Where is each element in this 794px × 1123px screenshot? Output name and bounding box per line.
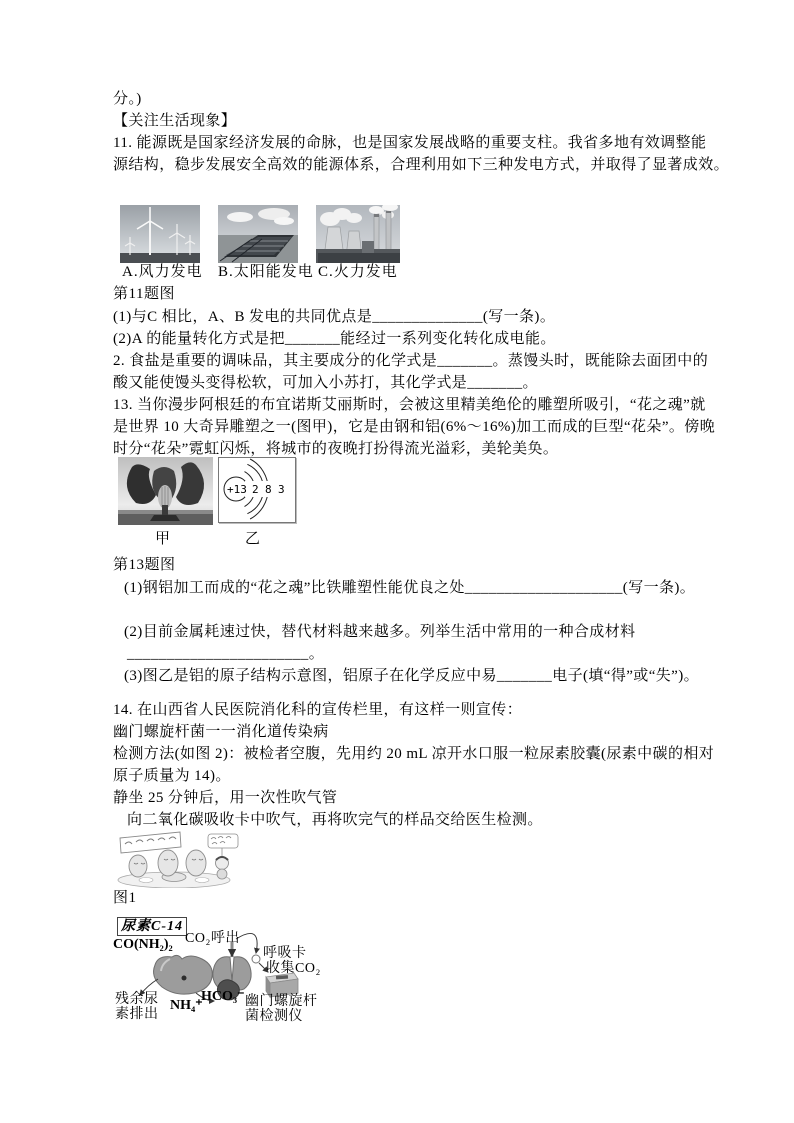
q13-sub1: (1)钢铝加工而成的“花之魂”比铁雕塑性能优良之处____________________(写一条)。	[124, 580, 696, 596]
q13-sub3: (3)图乙是铝的原子结构示意图，铝原子在化学反应中易_______电子(填“得”或“失”)。	[124, 668, 700, 684]
atom-shell2-electrons: 8	[265, 483, 272, 496]
solar-panels-image	[218, 205, 298, 263]
q11-figure-caption: 第11题图	[113, 286, 175, 302]
atom-shell3-electrons: 3	[278, 483, 285, 496]
urea-c14-box: 尿素C-14	[117, 917, 187, 936]
q13-sub2-line2: _______________________。	[127, 646, 325, 662]
q13-line1: 13. 当你漫步阿根廷的布宜诺斯艾丽斯时，会被这里精美绝伦的雕塑所吸引，“花之魂”就	[113, 397, 706, 413]
q13-figure-caption: 第13题图	[113, 557, 176, 573]
q2-line2: 酸又能使馒头变得松软，可加入小苏打，其化学式是_______。	[113, 375, 538, 391]
q14-line6: 向二氧化碳吸收卡中吹气，再将吹完气的样品交给医生检测。	[127, 812, 543, 828]
q14-line3: 检测方法(如图 2)：被检者空腹，先用约 20 mL 凉开水口服一粒尿素胶囊(尿素中碳的相对	[113, 746, 715, 762]
wind-turbines-image	[120, 205, 200, 263]
figure-yi-label: 乙	[245, 531, 262, 547]
nh4-formula: NH₄⁺	[170, 998, 203, 1013]
photo-b-label: B.太阳能发电	[218, 264, 314, 280]
urea-formula: CO(NH₂)₂	[113, 937, 173, 952]
q11-sub1: (1)与C 相比，A、B 发电的共同优点是______________(写一条)。	[113, 309, 556, 325]
dining-table-cartoon-image	[116, 830, 240, 888]
solar-power-photo	[218, 205, 298, 263]
aluminium-atom-diagram	[218, 457, 296, 523]
q13-sub2-line1: (2)目前金属耗速过快，替代材料越来越多。列举生活中常用的一种合成材料	[124, 624, 636, 640]
figure1-caption: 图1	[113, 890, 137, 906]
photo-a-label: A.风力发电	[122, 264, 203, 280]
q11-line2: 源结构，稳步发展安全高效的能源体系，合理利用如下三种发电方式，并取得了显著成效。	[113, 157, 730, 173]
q13-line2: 是世界 10 大奇异雕塑之一(图甲)，它是由钢和铝(6%～16%)加工而成的巨型“花朵”。傍晚	[113, 419, 716, 435]
breath-card-label: 呼吸卡	[263, 946, 307, 961]
q11-line1: 11. 能源既是国家经济发展的命脉，也是国家发展战略的重要支柱。我省多地有效调整能	[113, 135, 707, 151]
detector-label: 幽门螺旋杆菌检测仪	[245, 994, 318, 1024]
sculpture-image	[118, 457, 213, 525]
photo-c-label: C.火力发电	[318, 264, 398, 280]
atom-nucleus-charge: +13	[227, 483, 247, 496]
flower-sculpture-photo	[118, 457, 213, 525]
atom-shell1-electrons: 2	[252, 483, 259, 496]
co2-exhale-label: CO₂呼出	[185, 931, 240, 946]
q2-line1: 2. 食盐是重要的调味品，其主要成分的化学式是_______。蒸馒头时，既能除去面团中的	[113, 353, 709, 369]
fragment-top: 分。)	[113, 91, 142, 107]
q14-line4: 原子质量为 14)。	[113, 768, 231, 784]
figure-jia-label: 甲	[155, 531, 172, 547]
residual-urea-label: 残余尿素排出	[115, 992, 159, 1022]
q14-line2: 幽门螺旋杆菌一一消化道传染病	[113, 724, 329, 740]
hpylori-cartoon	[116, 830, 240, 888]
thermal-power-photo	[316, 205, 400, 263]
wind-power-photo	[120, 205, 200, 263]
power-plant-image	[316, 205, 400, 263]
q11-sub2: (2)A 的能量转化方式是把_______能经过一系列变化转化成电能。	[113, 331, 556, 347]
hco3-formula: HCO₃⁻	[201, 989, 245, 1004]
q13-line3: 时分“花朵”霓虹闪烁，将城市的夜晚打扮得流光溢彩，美轮美奂。	[113, 441, 559, 457]
section-header: 【关注生活现象】	[113, 113, 237, 129]
collect-co2-label: 收集CO₂	[266, 961, 321, 976]
q14-line1: 14. 在山西省人民医院消化科的宣传栏里，有这样一则宣传：	[113, 702, 523, 718]
q14-line5: 静坐 25 分钟后，用一次性吹气管	[113, 790, 338, 806]
